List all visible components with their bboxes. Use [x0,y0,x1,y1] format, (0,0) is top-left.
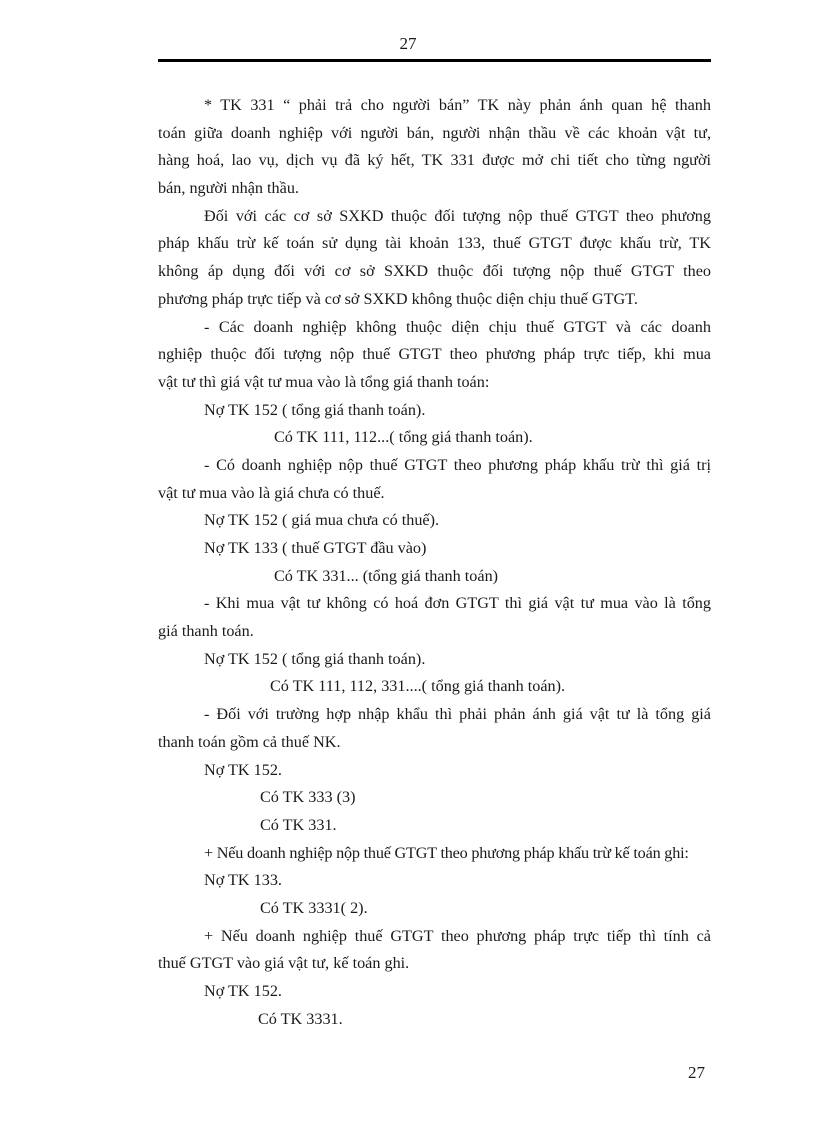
text-line: vật tư mua vào là giá chưa có thuế. [158,483,385,502]
text-line: Có TK 331. [260,815,337,834]
text-line: toán giữa doanh nghiệp với người bán, người nhận thầu về các khoản vật tư, [158,123,711,142]
text-line: - Khi mua vật tư không có hoá đơn GTGT thì giá vật tư mua vào là tổng [204,594,711,613]
page-number-top: 27 [399,34,417,53]
text-line: + Nếu doanh nghiệp nộp thuế GTGT theo phương pháp khấu trừ kế toán ghi: [204,843,689,862]
text-line: + Nếu doanh nghiệp thuế GTGT theo phương pháp trực tiếp thì tính cả [204,926,711,945]
text-line: * TK 331 “ phải trả cho người bán” TK này phản ánh quan hệ thanh [204,96,711,114]
text-line: Nợ TK 152 ( tổng giá thanh toán). [204,649,426,668]
text-line: vật tư thì giá vật tư mua vào là tổng giá thanh toán: [158,372,490,391]
text-line: Có TK 3331. [258,1009,343,1028]
page-number-bottom: 27 [688,1063,705,1082]
text-line: Có TK 331... (tổng giá thanh toán) [274,566,499,585]
text-line: thuế GTGT vào giá vật tư, kế toán ghi. [158,954,410,973]
text-line: phương pháp trực tiếp và cơ sở SXKD không thuộc diện chịu thuế GTGT. [158,289,638,308]
text-line: - Có doanh nghiệp nộp thuế GTGT theo phương pháp khấu trừ thì giá trị [204,455,711,474]
text-line: - Đối với trường hợp nhập khẩu thì phải phản ánh giá vật tư là tổng giá [204,705,711,724]
text-line: Nợ TK 133. [204,871,282,890]
text-line: Nợ TK 152. [204,760,282,779]
text-line: Nợ TK 133 ( thuế GTGT đầu vào) [204,539,427,557]
text-line: Nợ TK 152. [204,982,282,1000]
text-line: Có TK 111, 112, 331....( tổng giá thanh toán). [270,677,566,696]
text-line: bán, người nhận thầu. [158,179,299,198]
text-line: pháp khấu trừ kế toán sử dụng tài khoản 133, thuế GTGT được khấu trừ, TK [158,234,711,253]
text-line: Có TK 111, 112...( tổng giá thanh toán). [274,428,533,447]
text-line: hàng hoá, lao vụ, dịch vụ đã ký hết, TK 331 được mở chi tiết cho từng người [158,151,711,170]
text-line: Nợ TK 152 ( giá mua chưa có thuế). [204,511,440,530]
text-line: nghiệp thuộc đối tượng nộp thuế GTGT theo phương pháp trực tiếp, khi mua [158,345,711,364]
header-rule [158,59,711,62]
text-line: thanh toán gồm cả thuế NK. [158,732,341,751]
text-line: không áp dụng đối với cơ sở SXKD thuộc đối tượng nộp thuế GTGT theo [158,262,711,281]
text-line: Có TK 3331( 2). [260,898,368,917]
text-line: Đối với các cơ sở SXKD thuộc đối tượng nộp thuế GTGT theo phương [204,206,711,225]
text-line: Có TK 333 (3) [260,788,356,807]
text-line: - Các doanh nghiệp không thuộc diện chịu thuế GTGT và các doanh [204,317,711,336]
document-body [158,92,711,1033]
text-line: giá thanh toán. [158,622,254,641]
text-line: Nợ TK 152 ( tổng giá thanh toán). [204,400,426,419]
